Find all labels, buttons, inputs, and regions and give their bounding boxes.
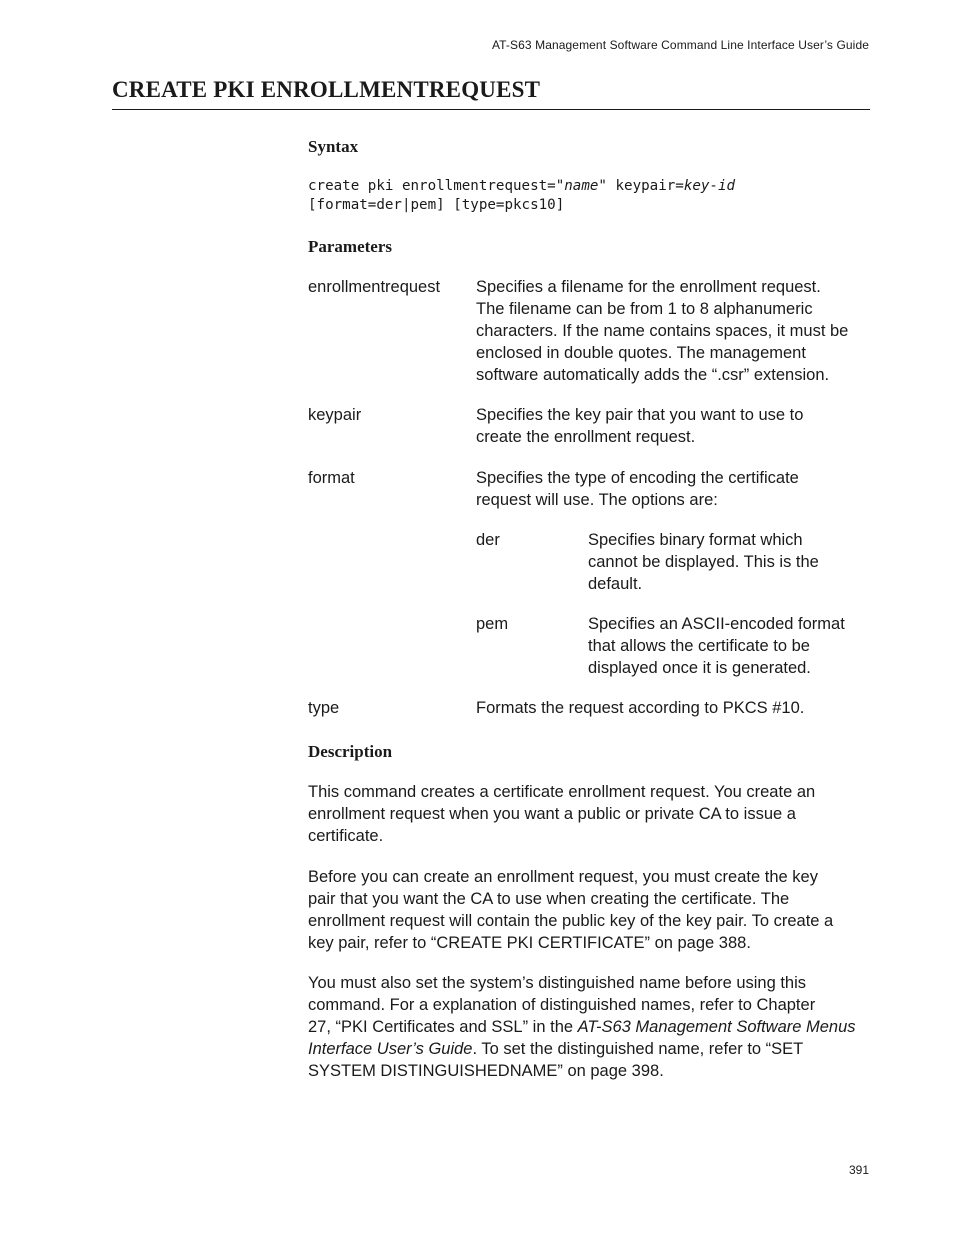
paragraph-line: command. For a explanation of distinguished names, refer to Chapter (308, 996, 816, 1014)
paragraph-line: This command creates a certificate enrollment request. You create an (308, 783, 816, 801)
paragraph-line: key pair, refer to “CREATE PKI CERTIFICATE” on page 388. (308, 934, 751, 952)
desc-line: cannot be displayed. This is the (588, 553, 819, 571)
desc-line: displayed once it is generated. (588, 659, 811, 677)
option-name-pem: pem (476, 615, 509, 633)
syntax-name-variable: name (564, 178, 599, 194)
syntax-text: " keypair= (598, 178, 684, 194)
desc-line: Specifies the key pair that you want to use to (476, 406, 804, 424)
paragraph-line: certificate. (308, 827, 384, 845)
book-title-reference: Interface User’s Guide (308, 1040, 473, 1058)
paragraph-line: SYSTEM DISTINGUISHEDNAME” on page 398. (308, 1062, 664, 1080)
option-desc-pem (588, 613, 870, 679)
book-title-reference: AT-S63 Management Software Menus (577, 1018, 856, 1036)
option-name-der: der (476, 531, 500, 549)
desc-line: request will use. The options are: (476, 491, 718, 509)
syntax-text: create pki enrollmentrequest=" (308, 178, 565, 194)
param-name-keypair: keypair (308, 406, 362, 424)
syntax-line-1 (308, 177, 735, 196)
title-rule (112, 109, 870, 110)
desc-line: software automatically adds the “.csr” extension. (476, 366, 830, 384)
param-name-enrollmentrequest: enrollmentrequest (308, 278, 441, 296)
syntax-heading: Syntax (308, 137, 359, 156)
description-paragraph-2 (308, 866, 870, 954)
syntax-line-2: [format=der|pem] [type=pkcs10] (308, 197, 565, 213)
desc-line: Specifies an ASCII-encoded format (588, 615, 845, 633)
param-desc-type (476, 697, 870, 719)
desc-line: default. (588, 575, 643, 593)
paragraph-line: enrollment request will contain the public key of the key pair. To create a (308, 912, 834, 930)
desc-line: Formats the request according to PKCS #10. (476, 699, 805, 717)
desc-line: that allows the certificate to be (588, 637, 810, 655)
paragraph-line: pair that you want the CA to use when creating the certificate. The (308, 890, 790, 908)
parameters-heading: Parameters (308, 237, 393, 256)
desc-line: enclosed in double quotes. The management (476, 344, 806, 362)
option-desc-der (588, 529, 870, 595)
paragraph-line: enrollment request when you want a public or private CA to issue a (308, 805, 796, 823)
paragraph-text: . To set the distinguished name, refer to “SET (472, 1040, 804, 1058)
paragraph-text: 27, “PKI Certificates and SSL” in the (308, 1018, 578, 1036)
description-heading: Description (308, 742, 393, 761)
paragraph-line: Before you can create an enrollment request, you must create the key (308, 868, 818, 886)
desc-line: The filename can be from 1 to 8 alphanumeric (476, 300, 813, 318)
description-paragraph-3 (308, 972, 870, 1082)
paragraph-line (308, 1016, 870, 1038)
syntax-keyid-variable: key-id (683, 178, 736, 194)
running-head: AT-S63 Management Software Command Line Interface User’s Guide (491, 38, 869, 52)
paragraph-line: You must also set the system’s distinguished name before using this (308, 974, 807, 992)
desc-line: Specifies the type of encoding the certificate (476, 469, 799, 487)
param-name-format: format (308, 469, 355, 487)
page-number: 391 (848, 1163, 869, 1177)
page-title: CREATE PKI ENROLLMENTREQUEST (112, 77, 541, 102)
param-desc-enrollmentrequest (476, 276, 870, 386)
paragraph-line (308, 1038, 870, 1060)
desc-line: create the enrollment request. (476, 428, 696, 446)
desc-line: Specifies a filename for the enrollment request. (476, 278, 821, 296)
desc-line: Specifies binary format which (588, 531, 803, 549)
param-desc-keypair (476, 404, 870, 448)
param-name-type: type (308, 699, 340, 717)
description-paragraph-1 (308, 781, 870, 847)
param-desc-format (476, 467, 870, 511)
desc-line: characters. If the name contains spaces, it must be (476, 322, 849, 340)
